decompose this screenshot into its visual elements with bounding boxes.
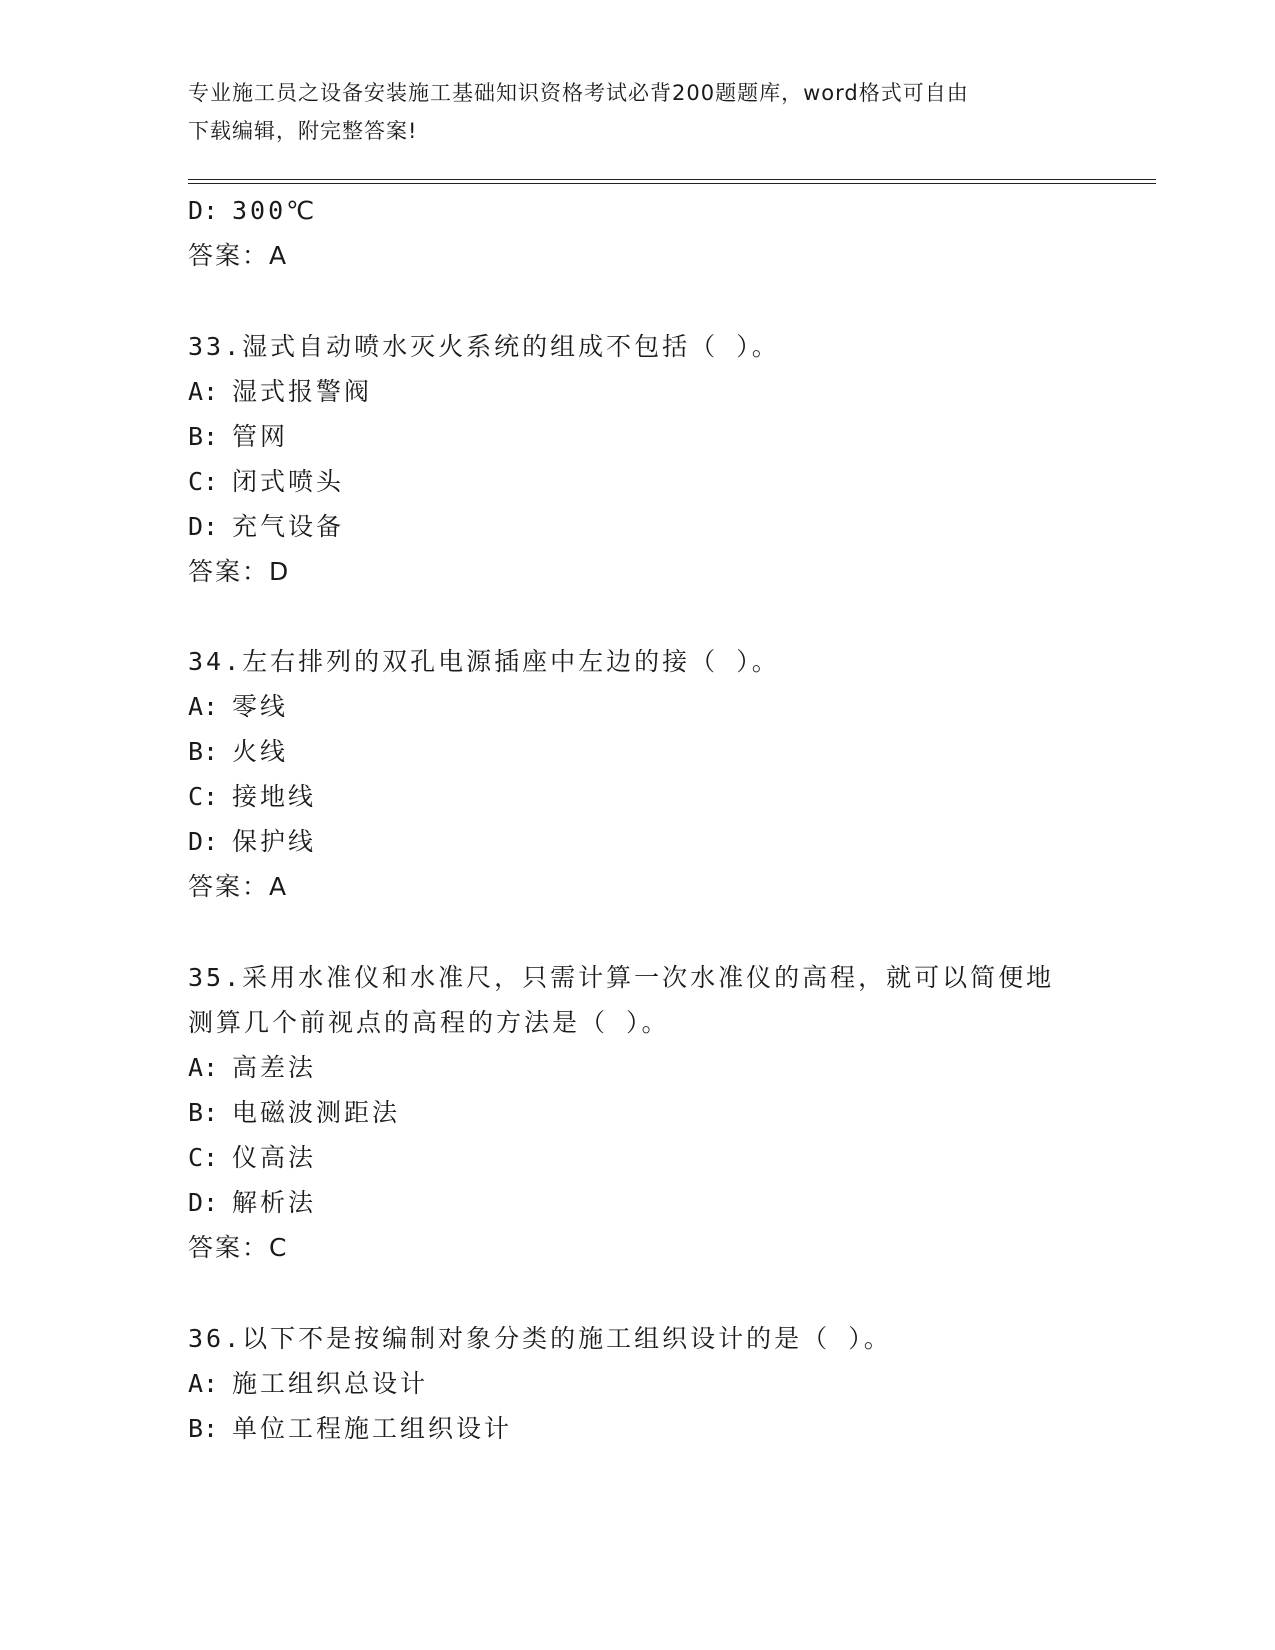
q33-option-a [188, 376, 372, 408]
question-34-stem: 34.左右排列的双孔电源插座中左边的接（ ）。 [188, 647, 780, 676]
option-key: D: [188, 512, 219, 541]
option-key: A: [188, 692, 219, 721]
q34-answer: 答案：A [188, 872, 289, 901]
option-key: C: [188, 1143, 219, 1172]
option-text: 充气设备 [232, 512, 345, 541]
q33-answer: 答案：D [188, 557, 291, 586]
option-text: 零线 [232, 692, 289, 721]
q36-option-b [188, 1413, 512, 1445]
option-text: 管网 [232, 422, 289, 451]
option-text: 高差法 [232, 1053, 317, 1082]
option-text: 解析法 [232, 1188, 317, 1217]
option-text: 接地线 [232, 782, 317, 811]
document-header [188, 74, 1088, 150]
option-key: A: [188, 1369, 219, 1398]
q34-option-a [188, 691, 288, 723]
q34-option-b [188, 736, 288, 768]
option-text: 300℃ [232, 196, 318, 225]
option-key: B: [188, 1414, 219, 1443]
option-key: A: [188, 377, 219, 406]
option-text: 仪高法 [232, 1143, 317, 1172]
option-text: 湿式报警阀 [232, 377, 373, 406]
question-35-stem-line-1: 35.采用水准仪和水准尺，只需计算一次水准仪的高程，就可以简便地 [188, 963, 1055, 992]
q35-option-b [188, 1097, 400, 1129]
option-key: A: [188, 1053, 219, 1082]
answer-line: 答案：A [188, 241, 289, 270]
option-text: 电磁波测距法 [232, 1098, 401, 1127]
header-line-1: 专业施工员之设备安装施工基础知识资格考试必背200题题库，word格式可自由 [188, 81, 969, 105]
header-divider-bottom [188, 183, 1156, 184]
option-text: 单位工程施工组织设计 [232, 1414, 513, 1443]
q33-option-b [188, 421, 288, 453]
option-d [188, 195, 317, 227]
q35-option-d [188, 1187, 316, 1219]
q35-option-a [188, 1052, 316, 1084]
option-text: 闭式喷头 [232, 467, 345, 496]
header-line-2: 下载编辑，附完整答案! [188, 119, 418, 143]
q36-option-a [188, 1368, 428, 1400]
option-key: D: [188, 1188, 219, 1217]
header-divider-top [188, 179, 1156, 180]
option-key: C: [188, 467, 219, 496]
option-key: B: [188, 1098, 219, 1127]
option-key: D: [188, 196, 219, 225]
option-text: 火线 [232, 737, 289, 766]
q33-option-d [188, 511, 344, 543]
question-36-stem: 36.以下不是按编制对象分类的施工组织设计的是（ ）。 [188, 1324, 892, 1353]
option-key: C: [188, 782, 219, 811]
option-key: B: [188, 737, 219, 766]
q34-option-c [188, 781, 316, 813]
q34-option-d [188, 826, 316, 858]
q33-option-c [188, 466, 344, 498]
option-key: D: [188, 827, 219, 856]
option-key: B: [188, 422, 219, 451]
question-33-stem: 33.湿式自动喷水灭火系统的组成不包括（ ）。 [188, 332, 780, 361]
question-35-stem-line-2: 测算几个前视点的高程的方法是（ ）。 [188, 1008, 670, 1037]
option-text: 施工组织总设计 [232, 1369, 429, 1398]
q35-answer: 答案：C [188, 1233, 289, 1262]
option-text: 保护线 [232, 827, 317, 856]
q35-option-c [188, 1142, 316, 1174]
